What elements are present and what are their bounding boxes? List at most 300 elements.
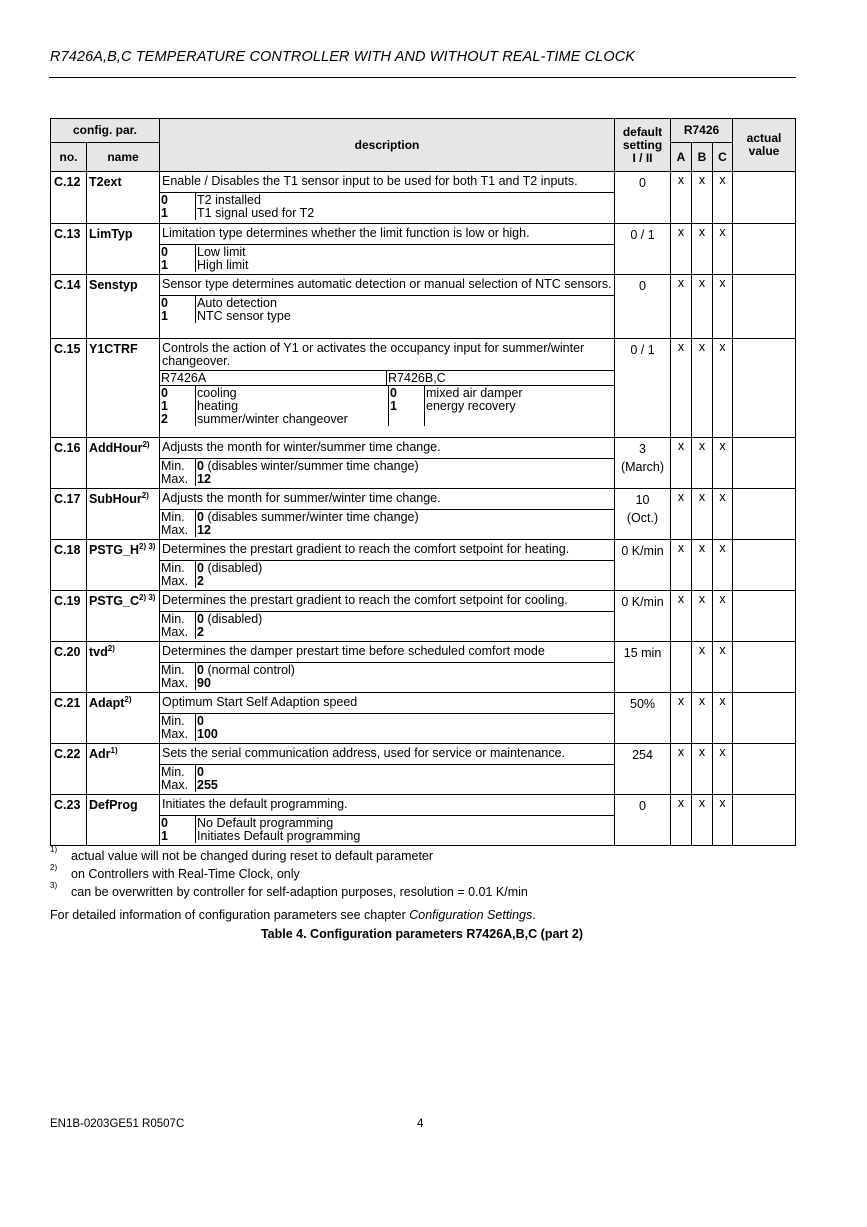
min-value-line: [197, 715, 613, 728]
option-value: NTC sensor type: [197, 309, 291, 323]
footnote-ref: 2) 3): [139, 541, 156, 551]
param-description: [160, 224, 615, 275]
range-table: [160, 714, 614, 741]
option-values: [196, 816, 615, 843]
min-value-line: [197, 460, 613, 473]
min-note: (disables winter/summer time change): [203, 459, 419, 473]
description-text: Determines the prestart gradient to reach the comfort setpoint for cooling.: [160, 591, 614, 612]
options-table: [160, 245, 614, 272]
param-number: C.16: [51, 438, 87, 489]
param-number: C.18: [51, 540, 87, 591]
range-labels: [160, 663, 196, 690]
param-name-text: Senstyp: [89, 278, 138, 292]
model-a-mark: x: [671, 275, 692, 339]
range-values: [196, 765, 615, 792]
min-label: Min.: [161, 663, 185, 677]
max-value: 12: [197, 523, 211, 537]
model-b-mark: x: [692, 275, 713, 339]
option-key: 0: [161, 245, 168, 259]
actual-value-cell: [733, 642, 796, 693]
description-text: Limitation type determines whether the limit function is low or high.: [160, 224, 614, 245]
param-name-text: PSTG_H: [89, 543, 140, 557]
model-b-mark: x: [692, 438, 713, 489]
model-a-mark: x: [671, 693, 692, 744]
model-b-mark: x: [692, 540, 713, 591]
actual-value-cell: [733, 693, 796, 744]
param-description: [160, 642, 615, 693]
default-setting: [615, 642, 671, 693]
range-values: [196, 663, 615, 690]
param-description: [160, 172, 615, 224]
max-value: 12: [197, 472, 211, 486]
description-text: Optimum Start Self Adaption speed: [160, 693, 614, 714]
min-value: 0: [197, 765, 204, 779]
default-setting: [615, 275, 671, 339]
param-description: [160, 489, 615, 540]
option-key: 1: [161, 309, 168, 323]
actual-value-cell: [733, 591, 796, 642]
model-a-mark: x: [671, 172, 692, 224]
param-name-text: PSTG_C: [89, 594, 140, 608]
model-c-mark: x: [713, 642, 733, 693]
table-row: [51, 591, 796, 642]
option-value: Auto detection: [197, 296, 277, 310]
option-value: energy recovery: [426, 399, 516, 413]
table-row: [51, 489, 796, 540]
description-text: Determines the damper prestart time before scheduled comfort mode: [160, 642, 614, 663]
option-key: 0: [161, 816, 168, 830]
table-row: [51, 339, 796, 438]
option-key: 0: [390, 386, 397, 400]
range-labels: [160, 765, 196, 792]
footnote-ref: 2) 3): [139, 592, 156, 602]
variant-options: [160, 386, 614, 426]
default-setting: [615, 693, 671, 744]
default-value: 0: [639, 176, 646, 190]
model-a-mark: x: [671, 438, 692, 489]
range-row: [160, 510, 614, 537]
model-c-mark: x: [713, 172, 733, 224]
model-c-mark: x: [713, 795, 733, 846]
footnote-ref: 2): [141, 490, 149, 500]
min-value: 0: [197, 459, 204, 473]
table-row: [51, 224, 796, 275]
param-name-text: AddHour: [89, 441, 143, 455]
model-b-mark: x: [692, 339, 713, 438]
actual-value-cell: [733, 339, 796, 438]
description-text: Initiates the default programming.: [160, 795, 614, 816]
default-setting: [615, 744, 671, 795]
header-rule: [49, 77, 796, 78]
option-value: T2 installed: [197, 193, 261, 207]
actual-value-cell: [733, 744, 796, 795]
model-c-mark: x: [713, 224, 733, 275]
config-parameters-table: [50, 118, 796, 846]
model-b-mark: x: [692, 744, 713, 795]
options-row: [160, 245, 614, 272]
options-table: [160, 816, 614, 843]
param-number: C.13: [51, 224, 87, 275]
model-a-mark: x: [671, 744, 692, 795]
default-value: 50%: [630, 697, 656, 711]
header-actual-value: [733, 119, 796, 172]
param-name-text: DefProg: [89, 798, 138, 812]
option-value: No Default programming: [197, 816, 334, 830]
header-no: no.: [51, 143, 87, 172]
description-text: Sets the serial communication address, used for service or maintenance.: [160, 744, 614, 765]
model-a-mark: x: [671, 224, 692, 275]
footnote-text: can be overwritten by controller for self-adaption purposes, resolution = 0.01 K/min: [71, 885, 528, 899]
param-number: C.23: [51, 795, 87, 846]
min-note: (normal control): [203, 663, 295, 677]
min-value: 0: [197, 510, 204, 524]
param-name: [87, 438, 160, 489]
min-label: Min.: [161, 714, 185, 728]
default-setting: [615, 438, 671, 489]
option-key: 2: [161, 412, 168, 426]
actual-value-cell: [733, 489, 796, 540]
option-values: [196, 193, 615, 220]
default-value: 0: [639, 799, 646, 813]
max-value: 2: [197, 574, 204, 588]
header-default-line: default: [622, 124, 663, 139]
info-suffix: .: [532, 908, 536, 922]
variant-header: [160, 371, 614, 386]
param-number: C.21: [51, 693, 87, 744]
info-text: [50, 908, 536, 922]
option-values: [196, 296, 615, 323]
default-value: 0 K/min: [621, 595, 664, 609]
actual-value-cell: [733, 795, 796, 846]
default-value: 0: [639, 279, 646, 293]
model-a-mark: x: [671, 795, 692, 846]
model-b-mark: x: [692, 642, 713, 693]
option-key: 1: [390, 399, 397, 413]
variant-header-row: [160, 371, 614, 386]
param-description: [160, 795, 615, 846]
header-default-line: I / II: [632, 150, 653, 165]
range-values: [196, 459, 615, 486]
table-row: [51, 438, 796, 489]
default-value: (March): [620, 460, 665, 474]
model-a-mark: x: [671, 591, 692, 642]
footnote-ref: 2): [124, 694, 132, 704]
description-text: Controls the action of Y1 or activates the occupancy input for summer/winter changeover.: [160, 339, 614, 371]
option-keys: [160, 245, 196, 272]
option-value: summer/winter changeover: [197, 412, 348, 426]
description-text: Adjusts the month for winter/summer time change.: [160, 438, 614, 459]
default-value: 3: [639, 442, 646, 456]
min-value-line: [197, 766, 613, 779]
param-number: C.17: [51, 489, 87, 540]
min-label: Min.: [161, 459, 185, 473]
min-note: (disabled): [203, 612, 263, 626]
variant-a-keys: [160, 386, 196, 426]
param-description: [160, 438, 615, 489]
max-value: 100: [197, 727, 218, 741]
options-row: [160, 296, 614, 323]
model-b-mark: x: [692, 489, 713, 540]
chapter-reference: Configuration Settings: [409, 908, 533, 922]
variant-bc-values: [425, 386, 615, 426]
footnotes: [50, 847, 796, 901]
option-value: heating: [197, 399, 239, 413]
default-value: (Oct.): [626, 511, 659, 525]
min-value-line: [197, 664, 613, 677]
range-table: [160, 561, 614, 588]
param-name: [87, 489, 160, 540]
range-row: [160, 765, 614, 792]
min-value-line: [197, 511, 613, 524]
range-table: [160, 765, 614, 792]
param-description: [160, 591, 615, 642]
actual-value-cell: [733, 438, 796, 489]
default-setting: [615, 591, 671, 642]
table-row: [51, 540, 796, 591]
table-row: [51, 275, 796, 339]
range-labels: [160, 459, 196, 486]
model-b-mark: x: [692, 693, 713, 744]
default-setting: [615, 489, 671, 540]
range-values: [196, 510, 615, 537]
param-name: [87, 540, 160, 591]
header-c: C: [713, 143, 733, 172]
option-keys: [160, 296, 196, 323]
default-setting: [615, 540, 671, 591]
param-name: [87, 591, 160, 642]
variant-bc-keys: [389, 386, 425, 426]
max-value: 90: [197, 676, 211, 690]
info-prefix: For detailed information of configuration parameters see chapter: [50, 908, 410, 922]
param-number: C.12: [51, 172, 87, 224]
document-code: EN1B-0203GE51 R0507C: [50, 1118, 185, 1130]
options-row: [160, 816, 614, 843]
header-b: B: [692, 143, 713, 172]
range-labels: [160, 612, 196, 639]
param-description: [160, 540, 615, 591]
footnote: [50, 865, 796, 883]
default-value: 0 K/min: [621, 544, 664, 558]
model-a-mark: x: [671, 489, 692, 540]
param-number: C.15: [51, 339, 87, 438]
param-name: [87, 693, 160, 744]
range-row: [160, 612, 614, 639]
param-description: [160, 339, 615, 438]
model-c-mark: x: [713, 693, 733, 744]
option-key: 0: [161, 193, 168, 207]
max-value: 255: [197, 778, 218, 792]
range-row: [160, 459, 614, 486]
model-c-mark: x: [713, 540, 733, 591]
param-name-text: Y1CTRF: [89, 342, 138, 356]
option-keys: [160, 193, 196, 220]
model-c-mark: x: [713, 438, 733, 489]
default-setting: [615, 795, 671, 846]
model-c-mark: x: [713, 275, 733, 339]
table-body: [51, 172, 796, 846]
min-note: (disables summer/winter time change): [203, 510, 419, 524]
range-table: [160, 459, 614, 486]
header-model: R7426: [671, 119, 733, 143]
param-number: C.22: [51, 744, 87, 795]
footnote-mark: 3): [50, 881, 58, 890]
param-name: [87, 795, 160, 846]
min-value: 0: [197, 561, 204, 575]
max-label: Max.: [161, 778, 189, 792]
min-value: 0: [197, 714, 204, 728]
table-row: [51, 744, 796, 795]
actual-value-cell: [733, 172, 796, 224]
option-key: 1: [161, 399, 168, 413]
range-labels: [160, 510, 196, 537]
param-name-text: tvd: [89, 645, 108, 659]
header-default-line: setting: [622, 137, 663, 152]
min-label: Min.: [161, 765, 185, 779]
options-row: [160, 193, 614, 220]
option-value: mixed air damper: [426, 386, 523, 400]
variant-options-row: [160, 386, 614, 426]
option-key: 1: [161, 829, 168, 843]
description-text: Enable / Disables the T1 sensor input to be used for both T1 and T2 inputs.: [160, 172, 614, 193]
actual-value-cell: [733, 275, 796, 339]
header-default-setting: [615, 119, 671, 172]
page-number: 4: [417, 1118, 424, 1130]
param-number: C.14: [51, 275, 87, 339]
header-actual-line: actual: [746, 131, 782, 145]
min-value-line: [197, 562, 613, 575]
footnote-mark: 2): [50, 863, 58, 872]
option-value: Initiates Default programming: [197, 829, 361, 843]
max-value: 2: [197, 625, 204, 639]
max-label: Max.: [161, 574, 189, 588]
table-row: [51, 795, 796, 846]
range-row: [160, 663, 614, 690]
param-name: [87, 744, 160, 795]
option-key: 0: [161, 296, 168, 310]
range-values: [196, 612, 615, 639]
model-b-mark: x: [692, 591, 713, 642]
model-c-mark: x: [713, 339, 733, 438]
header-name: name: [87, 143, 160, 172]
min-value-line: [197, 613, 613, 626]
param-name-text: Adapt: [89, 696, 125, 710]
max-label: Max.: [161, 727, 189, 741]
default-value: 0 / 1: [630, 343, 655, 357]
footnote: [50, 883, 796, 901]
table-row: [51, 642, 796, 693]
table-caption: Table 4. Configuration parameters R7426A,B,C (part 2): [260, 927, 584, 941]
range-values: [196, 714, 615, 741]
param-number: C.20: [51, 642, 87, 693]
footnote-text: actual value will not be changed during reset to default parameter: [71, 849, 434, 863]
option-value: Low limit: [197, 245, 246, 259]
actual-value-cell: [733, 540, 796, 591]
default-setting: [615, 224, 671, 275]
model-a-mark: x: [671, 339, 692, 438]
max-label: Max.: [161, 625, 189, 639]
option-value: T1 signal used for T2: [197, 206, 315, 220]
variant-a-label: R7426A: [160, 371, 387, 386]
model-c-mark: x: [713, 591, 733, 642]
param-name: [87, 339, 160, 438]
footnote-ref: 2): [142, 439, 150, 449]
param-name: [87, 224, 160, 275]
param-name-text: Adr: [89, 747, 111, 761]
header-actual-line: value: [748, 144, 780, 158]
footnote-ref: 1): [110, 745, 118, 755]
model-b-mark: x: [692, 224, 713, 275]
min-label: Min.: [161, 510, 185, 524]
option-key: 0: [161, 386, 168, 400]
default-setting: [615, 339, 671, 438]
footnote-ref: 2): [107, 643, 115, 653]
min-value: 0: [197, 663, 204, 677]
description-text: Sensor type determines automatic detection or manual selection of NTC sensors.: [160, 275, 614, 296]
model-b-mark: x: [692, 795, 713, 846]
default-value: 0 / 1: [630, 228, 655, 242]
option-value: cooling: [197, 386, 237, 400]
footnote: [50, 847, 796, 865]
param-name: [87, 172, 160, 224]
min-label: Min.: [161, 612, 185, 626]
model-c-mark: x: [713, 489, 733, 540]
param-name-text: SubHour: [89, 492, 142, 506]
max-label: Max.: [161, 472, 189, 486]
range-table: [160, 663, 614, 690]
param-name-text: T2ext: [89, 175, 122, 189]
param-description: [160, 693, 615, 744]
header-config-par: config. par.: [51, 119, 160, 143]
variant-bc-label: R7426B,C: [388, 371, 446, 385]
range-labels: [160, 714, 196, 741]
footnote-text: on Controllers with Real-Time Clock, only: [71, 867, 300, 881]
variant-a-values: [196, 386, 389, 426]
table-row: [51, 693, 796, 744]
header-description: description: [160, 119, 615, 172]
table-row: [51, 172, 796, 224]
range-table: [160, 612, 614, 639]
option-key: 1: [161, 258, 168, 272]
range-table: [160, 510, 614, 537]
actual-value-cell: [733, 224, 796, 275]
min-note: (disabled): [203, 561, 263, 575]
param-name-text: LimTyp: [89, 227, 133, 241]
range-row: [160, 561, 614, 588]
default-value: 10: [635, 493, 650, 507]
option-values: [196, 245, 615, 272]
param-description: [160, 744, 615, 795]
range-values: [196, 561, 615, 588]
param-name: [87, 642, 160, 693]
param-description: [160, 275, 615, 339]
max-label: Max.: [161, 676, 189, 690]
min-label: Min.: [161, 561, 185, 575]
option-keys: [160, 816, 196, 843]
default-setting: [615, 172, 671, 224]
default-value: 15 min: [623, 646, 662, 660]
model-a-mark: x: [671, 540, 692, 591]
option-key: 1: [161, 206, 168, 220]
model-a-mark: [671, 642, 692, 693]
default-value: 254: [632, 748, 653, 762]
option-value: High limit: [197, 258, 249, 272]
footnote-mark: 1): [50, 845, 58, 854]
options-table: [160, 193, 614, 220]
page-header: R7426A,B,C TEMPERATURE CONTROLLER WITH AND WITHOUT REAL-TIME CLOCK: [50, 49, 636, 65]
options-table: [160, 296, 614, 323]
description-text: Adjusts the month for summer/winter time change.: [160, 489, 614, 510]
description-text: Determines the prestart gradient to reach the comfort setpoint for heating.: [160, 540, 614, 561]
